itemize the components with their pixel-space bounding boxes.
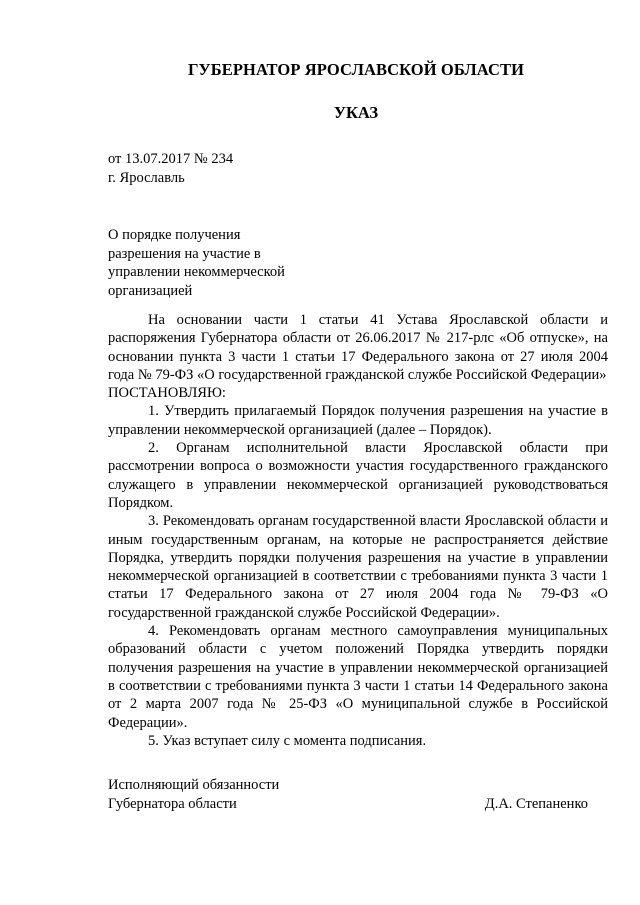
issuer-heading: ГУБЕРНАТОР ЯРОСЛАВСКОЙ ОБЛАСТИ	[187, 60, 525, 79]
decree-word: ПОСТАНОВЛЯЮ:	[108, 385, 226, 402]
preamble-paragraph: На основании части 1 статьи 41 Устава Ярославской области и распоряжения Губернатора области от 26.06.2017 № 217-рлс «Об отпуске», на основании пункта 3 части 1 статьи 17 Федерального закона от 27 июля 2004 года № 79-ФЗ «О государственной гражданской службе Российской Федерации»	[108, 312, 608, 383]
date-number: от 13.07.2017 № 234	[108, 151, 234, 167]
item-paragraph: 2. Органам исполнительной власти Ярославской области при рассмотрении вопроса о возможности участия государственного гражданского служащего в управлении некоммерческой организацией руководствоваться Порядком.	[108, 440, 608, 511]
document-body	[108, 311, 608, 750]
position-line: Губернатора области	[108, 796, 237, 812]
position-line: Исполняющий обязанности	[108, 777, 280, 793]
signatory-position	[108, 776, 279, 814]
item-paragraph: 1. Утвердить прилагаемый Порядок получения разрешения на участие в управлении некоммерческой организацией (далее – Порядок).	[108, 403, 608, 438]
document-type-heading: УКАЗ	[333, 103, 379, 122]
signatory-name: Д.А. Степаненко	[484, 796, 588, 812]
subject-line: разрешения на участие в	[108, 245, 261, 262]
item-paragraph: 3. Рекомендовать органам государственной власти Ярославской области и иным государственным органам, на которые не распространяется действие Порядка, утвердить порядки получения разрешения на участие в управлении некоммерческой организацией в соответствии с требованиями пункта 3 части 1 статьи 17 Федерального закона от 27 июля 2004 года № 79-ФЗ «О государственной гражданской службе Российской Федерации».	[108, 513, 608, 621]
item-paragraph: 5. Указ вступает силу с момента подписания.	[148, 732, 427, 749]
subject-line: организацией	[108, 282, 193, 299]
subject-line: управлении некоммерческой	[108, 264, 285, 280]
city: г. Ярославль	[108, 170, 185, 186]
item-paragraph: 4. Рекомендовать органам местного самоуправления муниципальных образований области с учетом положений Порядка утвердить порядки получения разрешения на участие в управлении некоммерческой организацией в соответствии с требованиями пункта 3 части 1 статьи 14 Федерального закона от 2 марта 2007 года № 25-ФЗ «О муниципальной службе в Российской Федерации».	[108, 623, 608, 731]
document-subject	[108, 226, 328, 300]
subject-line: О порядке получения	[108, 227, 241, 243]
document-meta	[108, 150, 233, 188]
